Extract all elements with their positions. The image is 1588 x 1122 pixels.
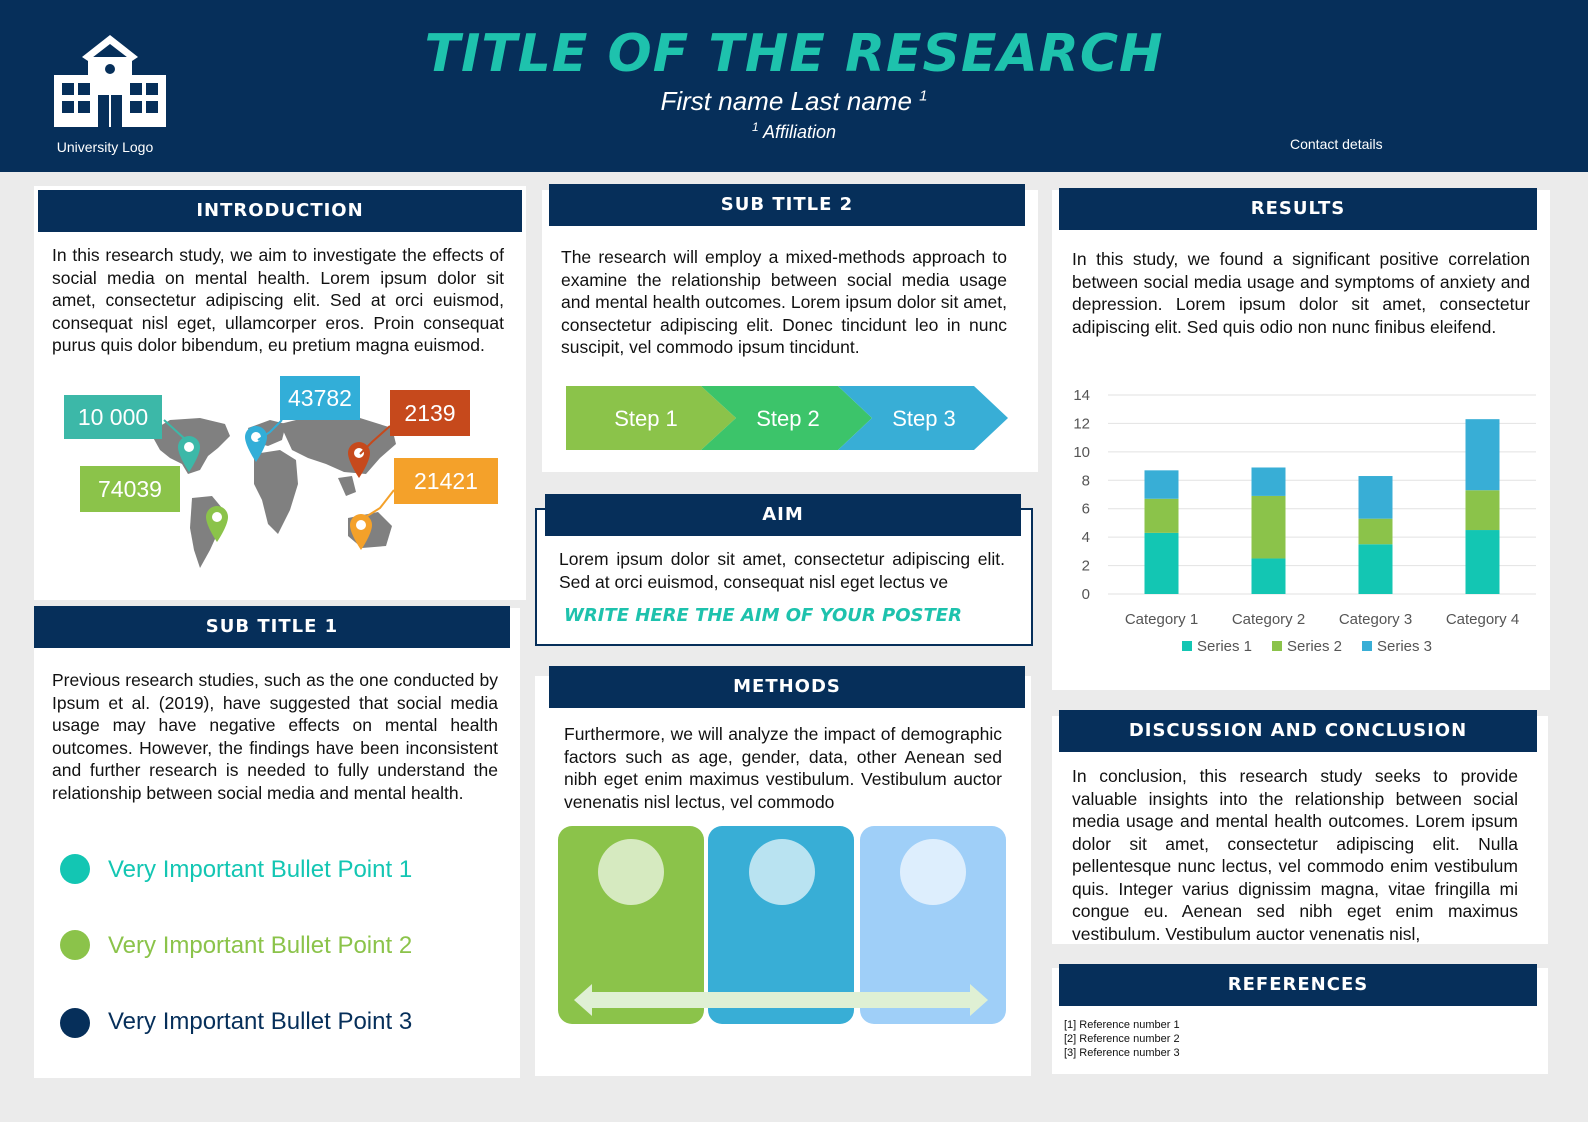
y-tick-label: 8 — [1081, 472, 1090, 490]
y-tick-label: 12 — [1073, 415, 1090, 433]
bullet-point-1: Very Important Bullet Point 1 — [108, 856, 413, 883]
map-value-43782: 43782 — [280, 376, 360, 420]
reference-item-2: [2] Reference number 2 — [1064, 1033, 1180, 1045]
y-tick-label: 14 — [1073, 387, 1090, 404]
reference-item-3: [3] Reference number 3 — [1064, 1047, 1180, 1059]
bar-2-series-1 — [1252, 558, 1286, 594]
references-heading: REFERENCES — [1059, 964, 1537, 1006]
bar-1-series-3 — [1145, 470, 1179, 498]
methods-heading: METHODS — [549, 666, 1025, 708]
x-tick-label: Category 2 — [1231, 611, 1306, 628]
sub-title-1-heading: SUB TITLE 1 — [34, 606, 510, 648]
discussion-heading: DISCUSSION AND CONCLUSION — [1059, 710, 1537, 752]
step-2-label: Step 2 — [756, 406, 820, 431]
x-tick-label: Category 1 — [1124, 611, 1199, 628]
legend-swatch — [1182, 641, 1192, 651]
author-name: First name Last name $^1$ — [660, 86, 928, 116]
map-value-21421: 21421 — [394, 458, 498, 504]
bar-4-series-1 — [1466, 530, 1500, 594]
step-1-label: Step 1 — [614, 406, 678, 431]
sub-title-2-text: The research will employ a mixed-methods approach to examine the relationship between social media usage and mental health outcomes. Lorem ipsum dolor sit amet, consectetur adipiscing elit. Donec tincidunt leo in nunc suscipit, vel commodo ipsum tincidunt. — [561, 247, 1007, 357]
bullet-point-3: Very Important Bullet Point 3 — [108, 1008, 413, 1035]
aim-highlight: WRITE HERE THE AIM OF YOUR POSTER — [564, 605, 962, 626]
step-3-label: Step 3 — [892, 406, 956, 431]
methods-circle-1 — [598, 839, 664, 905]
legend-label: Series 3 — [1377, 638, 1433, 655]
aim-text: Lorem ipsum dolor sit amet, consectetur adipiscing elit. Sed at orci euismod, consequat nisl eget lectus ve — [559, 549, 1005, 592]
bar-4-series-2 — [1466, 490, 1500, 530]
methods-text: Furthermore, we will analyze the impact of demographic factors such as age, gender, data, other Aenean sed nibh eget enim maximus vestibulum. Vestibulum auctor venenatis nisl lectus, vel commodo — [564, 724, 1002, 812]
y-tick-label: 6 — [1081, 500, 1090, 518]
affiliation: $^1$ Affiliation — [751, 120, 837, 142]
process-steps-arrows — [566, 384, 1010, 454]
legend-swatch — [1362, 641, 1372, 651]
x-tick-label: Category 3 — [1338, 611, 1413, 628]
bullet-dot-navy — [60, 1008, 90, 1038]
x-tick-label: Category 4 — [1445, 611, 1520, 628]
methods-graphic — [556, 824, 1008, 1026]
legend-swatch — [1272, 641, 1282, 651]
y-tick-label: 4 — [1081, 529, 1090, 547]
methods-circle-2 — [749, 839, 815, 905]
bullet-dot-teal — [60, 854, 90, 884]
results-bar-chart — [1052, 380, 1550, 680]
poster-title: TITLE OF THE RESEARCH — [424, 24, 1164, 84]
y-tick-label: 2 — [1081, 557, 1090, 575]
reference-item-1: [1] Reference number 1 — [1064, 1019, 1180, 1031]
results-heading: RESULTS — [1059, 188, 1537, 230]
contact-details: Contact details — [1290, 136, 1383, 152]
bar-3-series-1 — [1359, 544, 1393, 594]
map-value-74039: 74039 — [80, 466, 180, 512]
y-tick-label: 0 — [1081, 586, 1090, 603]
bar-2-series-3 — [1252, 467, 1286, 495]
introduction-text: In this research study, we aim to investigate the effects of social media on mental health. Lorem ipsum dolor sit amet, consectetur adipiscing elit. Sed at orci euismod, consequat nisl eget, ullamcorper eros. Proin consequat purus quis dolor bibendum, eu pretium magna euismod. — [52, 245, 504, 355]
legend-label: Series 2 — [1287, 638, 1343, 655]
bullet-point-2: Very Important Bullet Point 2 — [108, 932, 413, 959]
bar-3-series-3 — [1359, 476, 1393, 519]
map-value-10000: 10 000 — [64, 395, 162, 439]
discussion-text: In conclusion, this research study seeks to provide valuable insights into the relationship between social media usage and mental health outcomes. Lorem ipsum dolor sit amet, consectetur adipiscing elit. Nulla pellentesque nunc lectus, vel commodo enim vestibulum quis. Integer varius dignissim magna, vitae fringilla mi congue eu. Aenean sed nibh eget enim maximus vestibulum. Vestibulum auctor venenatis nisl, — [1072, 766, 1518, 944]
bar-2-series-2 — [1252, 496, 1286, 559]
bar-1-series-2 — [1145, 499, 1179, 533]
university-logo-label: University Logo — [56, 139, 154, 155]
bar-4-series-3 — [1466, 419, 1500, 490]
sub-title-1-text: Previous research studies, such as the one conducted by Ipsum et al. (2019), have suggested that social media usage may have negative effects on mental health outcomes. However, the findings have been inconsistent and further research is needed to fully understand the relationship between social media and mental health. — [52, 670, 498, 803]
methods-circle-3 — [900, 839, 966, 905]
references-list — [1064, 1018, 1180, 1060]
y-tick-label: 10 — [1073, 443, 1090, 461]
introduction-heading: INTRODUCTION — [38, 190, 522, 232]
legend-label: Series 1 — [1197, 638, 1253, 655]
results-text: In this study, we found a significant positive correlation between social media usage and symptoms of anxiety and depression. Lorem ipsum dolor sit amet, consectetur adipiscing elit. Sed quis odio non nunc finibus eleifend. — [1072, 249, 1530, 337]
bar-1-series-1 — [1145, 533, 1179, 594]
bar-3-series-2 — [1359, 519, 1393, 545]
map-value-2139: 2139 — [390, 390, 470, 436]
sub-title-2-heading: SUB TITLE 2 — [549, 184, 1025, 226]
bullet-dot-green — [60, 930, 90, 960]
aim-heading: AIM — [545, 494, 1021, 536]
